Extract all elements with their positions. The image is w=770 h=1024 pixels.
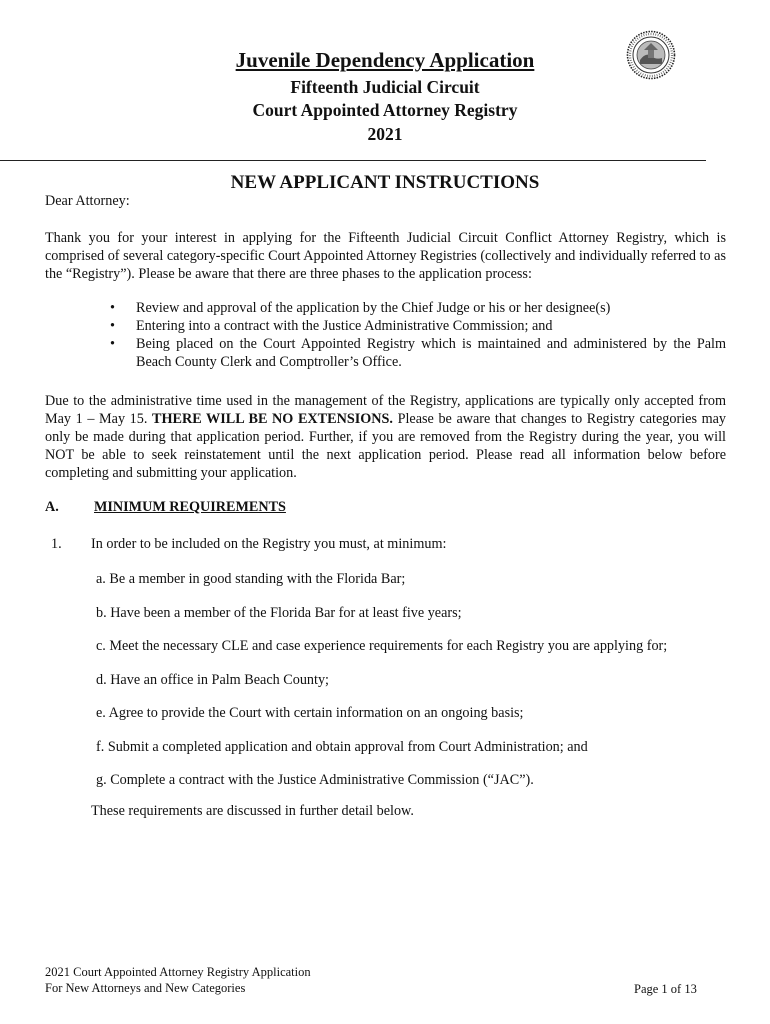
list-item: • Review and approval of the application by the Chief Judge or his or her designee(s) — [110, 300, 611, 316]
greeting: Dear Attorney: — [45, 193, 130, 209]
bullet-icon: • — [110, 300, 115, 316]
court-seal-icon — [626, 30, 676, 80]
requirement-item: f. Submit a completed application and obtain approval from Court Administration; and — [96, 739, 588, 755]
list-item: • Entering into a contract with the Justice Administrative Commission; and — [110, 318, 553, 334]
no-extensions-notice: THERE WILL BE NO EXTENSIONS. — [152, 411, 393, 427]
registry-name: Court Appointed Attorney Registry — [252, 100, 518, 120]
section-heading: NEW APPLICANT INSTRUCTIONS — [230, 172, 540, 193]
circuit-name: Fifteenth Judicial Circuit — [290, 77, 480, 97]
list-item: • Being placed on the Court Appointed Registry which is maintained and administered by the Palm Beach County Clerk and Comptroller’s Office. — [110, 336, 726, 370]
bullet-icon: • — [110, 336, 115, 352]
footer-line: For New Attorneys and New Categories — [45, 981, 246, 995]
document-title: Juvenile Dependency Application — [235, 48, 535, 72]
intro-paragraph: Thank you for your interest in applying for the Fifteenth Judicial Circuit Conflict Attorney Registry, which is comprised of several category-specific Court Appointed Attorney Registries (collectively and individually referred to as the “Registry”). Please be aware that there are three phases to the application process: — [45, 230, 726, 282]
phase-list — [110, 299, 726, 371]
requirement-item: b. Have been a member of the Florida Bar for at least five years; — [96, 605, 462, 621]
item-text: In order to be included on the Registry you must, at minimum: — [91, 536, 447, 552]
item-number: 1. — [51, 536, 62, 552]
page-number: Page 1 of 13 — [634, 982, 697, 996]
timing-paragraph: Due to the administrative time used in the management of the Registry, applications are typically only accepted from May 1 – May 15. THERE WILL BE NO EXTENSIONS. Please be aware that changes to Registry categories may only be made during that application period. Further, if you are removed from the Registry during the year, you will NOT be able to seek reinstatement until the next application period. Please read all information below before completing and submitting your application. — [45, 393, 727, 481]
header-divider — [0, 160, 706, 161]
requirement-item: g. Complete a contract with the Justice Administrative Commission (“JAC”). — [96, 772, 534, 788]
section-title: MINIMUM REQUIREMENTS — [94, 499, 286, 515]
section-letter: A. — [45, 499, 59, 515]
requirement-item: d. Have an office in Palm Beach County; — [96, 672, 329, 688]
requirement-item: e. Agree to provide the Court with certain information on an ongoing basis; — [96, 705, 524, 721]
footer-info — [45, 964, 311, 996]
closing-note: These requirements are discussed in further detail below. — [91, 803, 414, 819]
document-year: 2021 — [367, 124, 403, 144]
requirement-item: a. Be a member in good standing with the Florida Bar; — [96, 571, 406, 587]
footer-line: 2021 Court Appointed Attorney Registry Application — [45, 965, 311, 979]
requirement-item: c. Meet the necessary CLE and case experience requirements for each Registry you are applying for; — [96, 638, 668, 654]
bullet-icon: • — [110, 318, 115, 334]
